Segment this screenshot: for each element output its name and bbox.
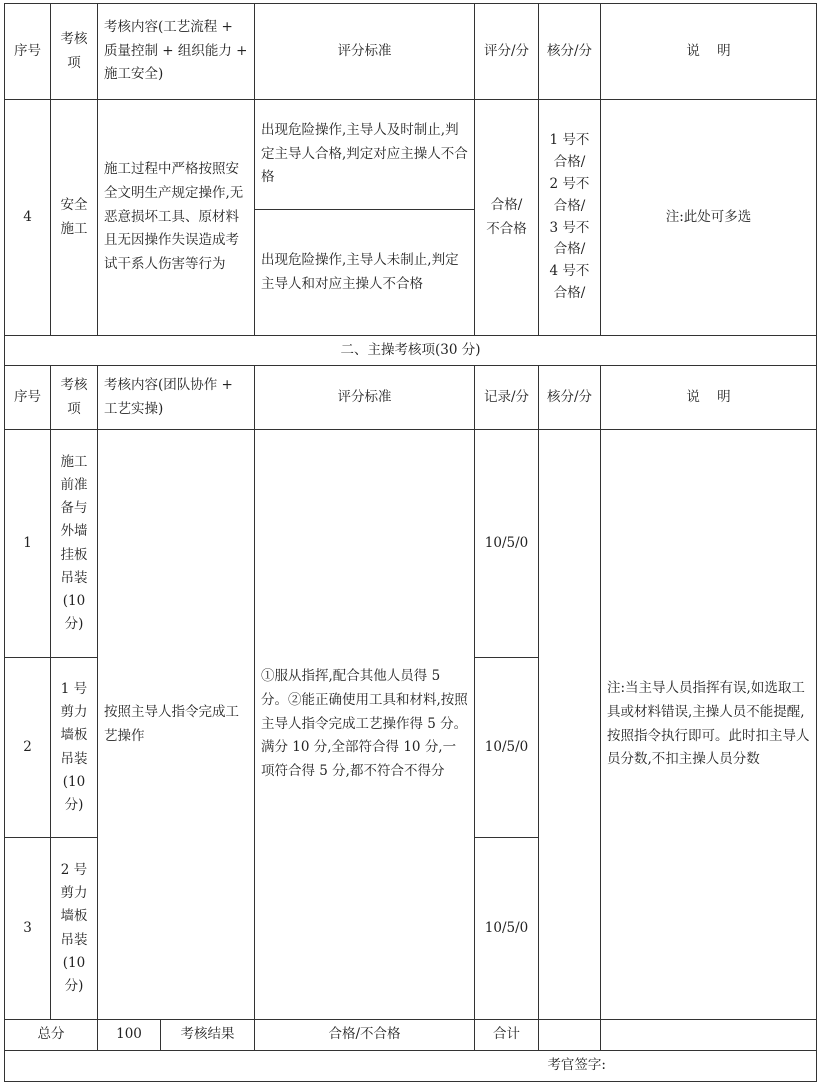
total-label: 总分: [5, 1020, 98, 1051]
row-item: 安全 施工: [51, 100, 98, 336]
header-content: 考核内容(工艺流程 + 质量控制 + 组织能力 + 施工安全): [98, 4, 255, 100]
header-check: 核分/分: [539, 4, 601, 100]
total-row: [5, 1020, 817, 1051]
header-item: 考核 项: [51, 4, 98, 100]
header-standard: 评分标准: [255, 4, 475, 100]
header-check: 核分/分: [539, 366, 601, 430]
header-item: 考核 项: [51, 366, 98, 430]
row-standard-1: 出现危险操作,主导人及时制止,判定主导人合格,判定对应主操人不合格: [255, 100, 475, 210]
header-note: 说 明: [601, 4, 817, 100]
sum-value: [539, 1020, 601, 1051]
row-check: 1 号不 合格/ 2 号不 合格/ 3 号不 合格/ 4 号不 合格/: [539, 100, 601, 336]
row-item: 2 号 剪力 墙板 吊装 (10 分): [51, 838, 98, 1020]
header-score: 评分/分: [475, 4, 539, 100]
result-value: 合格/不合格: [255, 1020, 475, 1051]
row-content: 施工过程中严格按照安全文明生产规定操作,无恶意损坏工具、原材料且无因操作失误造成考试干系人伤害等行为: [98, 100, 255, 336]
table2-header-row: [5, 366, 817, 430]
row-score: 合格/ 不合格: [475, 100, 539, 336]
assessment-table: [4, 3, 817, 1082]
row-no: 1: [5, 430, 51, 658]
signature-label: 考官签字:: [5, 1051, 817, 1082]
row-no: 2: [5, 658, 51, 838]
row-item: 施工 前准 备与 外墙 挂板 吊装 (10 分): [51, 430, 98, 658]
row-note: 注:此处可多选: [601, 100, 817, 336]
row-standard-2: 出现危险操作,主导人未制止,判定主导人和对应主操人不合格: [255, 210, 475, 336]
row-note: 注:当主导人员指挥有误,如选取工具或材料错误,主操人员不能提醒,按照指令执行即可。此时扣主导人员分数,不扣主操人员分数: [601, 430, 817, 1020]
row-check: [539, 430, 601, 1020]
header-no: 序号: [5, 4, 51, 100]
table1-header-row: [5, 4, 817, 100]
row-standard: ①服从指挥,配合其他人员得 5 分。②能正确使用工具和材料,按照主导人指令完成工艺操作得 5 分。满分 10 分,全部符合得 10 分,一项符合得 5 分,都不符合不得分: [255, 430, 475, 1020]
section-title-row: [5, 336, 817, 366]
header-note: 说 明: [601, 366, 817, 430]
signature-row: [5, 1051, 817, 1082]
row-no: 3: [5, 838, 51, 1020]
table-row: [5, 430, 817, 658]
total-value: 100: [98, 1020, 161, 1051]
result-label: 考核结果: [161, 1020, 255, 1051]
row-content: 按照主导人指令完成工艺操作: [98, 430, 255, 1020]
header-standard: 评分标准: [255, 366, 475, 430]
section-title: 二、主操考核项(30 分): [5, 336, 817, 366]
sum-label: 合计: [475, 1020, 539, 1051]
header-content: 考核内容(团队协作 + 工艺实操): [98, 366, 255, 430]
row-record: 10/5/0: [475, 430, 539, 658]
sum-blank: [601, 1020, 817, 1051]
row-record: 10/5/0: [475, 658, 539, 838]
row-no: 4: [5, 100, 51, 336]
row-item: 1 号 剪力 墙板 吊装 (10 分): [51, 658, 98, 838]
header-record: 记录/分: [475, 366, 539, 430]
row-record: 10/5/0: [475, 838, 539, 1020]
table-row: [5, 100, 817, 210]
header-no: 序号: [5, 366, 51, 430]
